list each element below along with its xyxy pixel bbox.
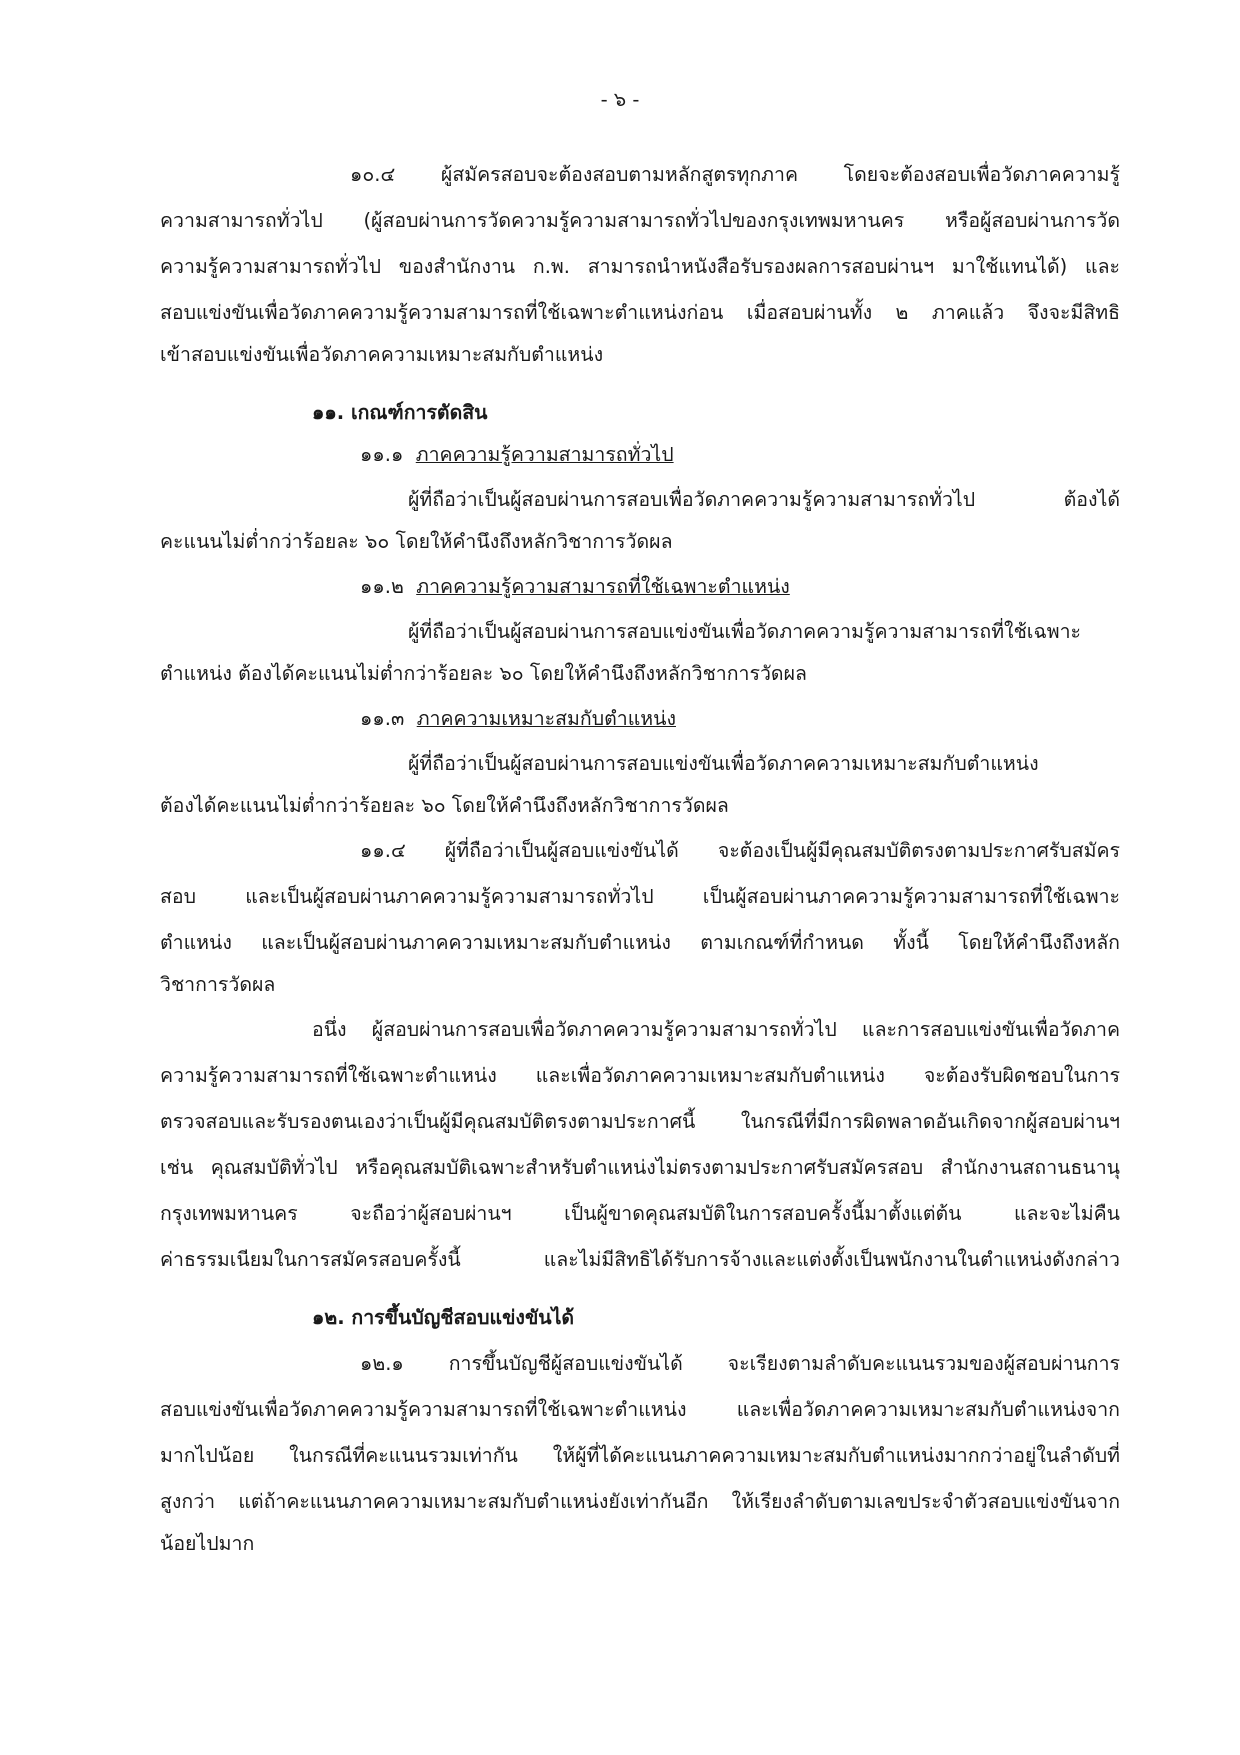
clause-10-4-line-2: ความสามารถทั่วไป (ผู้สอบผ่านการวัดความรู้ความสามารถทั่วไปของกรุงเทพมหานคร หรือผู้สอบผ่านการวัด xyxy=(160,209,1120,232)
sub-12-1-line-5: น้อยไปมาก xyxy=(160,1532,255,1555)
sub-12-1-line-4: สูงกว่า แต่ถ้าคะแนนภาคความเหมาะสมกับตำแหน่งยังเท่ากันอีก ให้เรียงลำดับตามเลขประจำตัวสอบแข่งขันจาก xyxy=(160,1490,1120,1513)
sub-12-1-line-2: สอบแข่งขันเพื่อวัดภาคความรู้ความสามารถที่ใช้เฉพาะตำแหน่ง และเพื่อวัดภาคความเหมาะสมกับตำแหน่งจาก xyxy=(160,1398,1120,1421)
note-line-2: ความรู้ความสามารถที่ใช้เฉพาะตำแหน่ง และเพื่อวัดภาคความเหมาะสมกับตำแหน่ง จะต้องรับผิดชอบในการ xyxy=(160,1064,1120,1087)
page-number: - ๖ - xyxy=(600,88,640,111)
note-line-3: ตรวจสอบและรับรองตนเองว่าเป็นผู้มีคุณสมบัติตรงตามประกาศนี้ ในกรณีที่มีการผิดพลาดอันเกิดจากผู้สอบผ่านฯ xyxy=(160,1110,1120,1133)
sub-11-4-line-1: ๑๑.๔ ผู้ที่ถือว่าเป็นผู้สอบแข่งขันได้ จะต้องเป็นผู้มีคุณสมบัติตรงตามประกาศรับสมัคร xyxy=(360,839,1120,862)
sub-11-1-line-2: คะแนนไม่ต่ำกว่าร้อยละ ๖๐ โดยให้คำนึงถึงหลักวิชาการวัดผล xyxy=(160,530,673,553)
sub-11-3-heading xyxy=(360,704,676,734)
sub-12-1-line-3: มากไปน้อย ในกรณีที่คะแนนรวมเท่ากัน ให้ผู้ที่ได้คะแนนภาคความเหมาะสมกับตำแหน่งมากกว่าอยู่ในลำดับที่ xyxy=(160,1444,1120,1467)
sub-11-2-title: ภาคความรู้ความสามารถที่ใช้เฉพาะตำแหน่ง xyxy=(416,575,790,598)
sub-11-4-line-4: วิชาการวัดผล xyxy=(160,973,276,996)
sub-11-1-number: ๑๑.๑ xyxy=(360,443,404,466)
sub-11-3-number: ๑๑.๓ xyxy=(360,707,405,730)
sub-11-3-line-2: ต้องได้คะแนนไม่ต่ำกว่าร้อยละ ๖๐ โดยให้คำนึงถึงหลักวิชาการวัดผล xyxy=(160,794,729,817)
sub-11-2-line-2: ตำแหน่ง ต้องได้คะแนนไม่ต่ำกว่าร้อยละ ๖๐ โดยให้คำนึงถึงหลักวิชาการวัดผล xyxy=(160,662,807,685)
sub-11-2-number: ๑๑.๒ xyxy=(360,575,404,598)
sub-11-4-line-2: สอบ และเป็นผู้สอบผ่านภาคความรู้ความสามารถทั่วไป เป็นผู้สอบผ่านภาคความรู้ความสามารถที่ใช้เฉพาะ xyxy=(160,885,1120,908)
clause-10-4-line-3: ความรู้ความสามารถทั่วไป ของสำนักงาน ก.พ. สามารถนำหนังสือรับรองผลการสอบผ่านฯ มาใช้แทนได้) และ xyxy=(160,255,1120,278)
section-12-heading: ๑๒. การขึ้นบัญชีสอบแข่งขันได้ xyxy=(312,1306,575,1329)
sub-11-1-title: ภาคความรู้ความสามารถทั่วไป xyxy=(415,443,674,466)
note-line-4: เช่น คุณสมบัติทั่วไป หรือคุณสมบัติเฉพาะสำหรับตำแหน่งไม่ตรงตามประกาศรับสมัครสอบ สำนักงานสถานธนานุ xyxy=(160,1156,1120,1179)
sub-12-1-line-1: ๑๒.๑ การขึ้นบัญชีผู้สอบแข่งขันได้ จะเรียงตามลำดับคะแนนรวมของผู้สอบผ่านการ xyxy=(360,1352,1120,1375)
note-line-5: กรุงเทพมหานคร จะถือว่าผู้สอบผ่านฯ เป็นผู้ขาดคุณสมบัติในการสอบครั้งนี้มาตั้งแต่ต้น และจะไม่คืน xyxy=(160,1202,1120,1225)
clause-10-4-line-1: ๑๐.๔ ผู้สมัครสอบจะต้องสอบตามหลักสูตรทุกภาค โดยจะต้องสอบเพื่อวัดภาคความรู้ xyxy=(350,163,1120,186)
note-line-6: ค่าธรรมเนียมในการสมัครสอบครั้งนี้ และไม่มีสิทธิได้รับการจ้างและแต่งตั้งเป็นพนักงานในตำแหน่งดังกล่าว xyxy=(160,1248,1120,1271)
sub-11-2-heading xyxy=(360,572,790,602)
sub-11-1-heading xyxy=(360,440,674,470)
section-11-heading: ๑๑. เกณฑ์การตัดสิน xyxy=(312,401,488,424)
sub-11-2-line-1: ผู้ที่ถือว่าเป็นผู้สอบผ่านการสอบแข่งขันเพื่อวัดภาคความรู้ความสามารถที่ใช้เฉพาะ xyxy=(408,620,1082,643)
sub-11-4-line-3: ตำแหน่ง และเป็นผู้สอบผ่านภาคความเหมาะสมกับตำแหน่ง ตามเกณฑ์ที่กำหนด ทั้งนี้ โดยให้คำนึงถึงหลัก xyxy=(160,931,1120,954)
sub-11-3-line-1: ผู้ที่ถือว่าเป็นผู้สอบผ่านการสอบแข่งขันเพื่อวัดภาคความเหมาะสมกับตำแหน่ง xyxy=(408,752,1039,775)
clause-10-4-line-4: สอบแข่งขันเพื่อวัดภาคความรู้ความสามารถที่ใช้เฉพาะตำแหน่งก่อน เมื่อสอบผ่านทั้ง ๒ ภาคแล้ว จึงจะมีสิทธิ xyxy=(160,301,1120,324)
sub-11-1-line-1: ผู้ที่ถือว่าเป็นผู้สอบผ่านการสอบเพื่อวัดภาคความรู้ความสามารถทั่วไป ต้องได้ xyxy=(408,488,1120,511)
sub-11-3-title: ภาคความเหมาะสมกับตำแหน่ง xyxy=(416,707,676,730)
clause-10-4-line-5: เข้าสอบแข่งขันเพื่อวัดภาคความเหมาะสมกับตำแหน่ง xyxy=(160,343,604,366)
note-line-1: อนึ่ง ผู้สอบผ่านการสอบเพื่อวัดภาคความรู้ความสามารถทั่วไป และการสอบแข่งขันเพื่อวัดภาค xyxy=(312,1018,1120,1041)
